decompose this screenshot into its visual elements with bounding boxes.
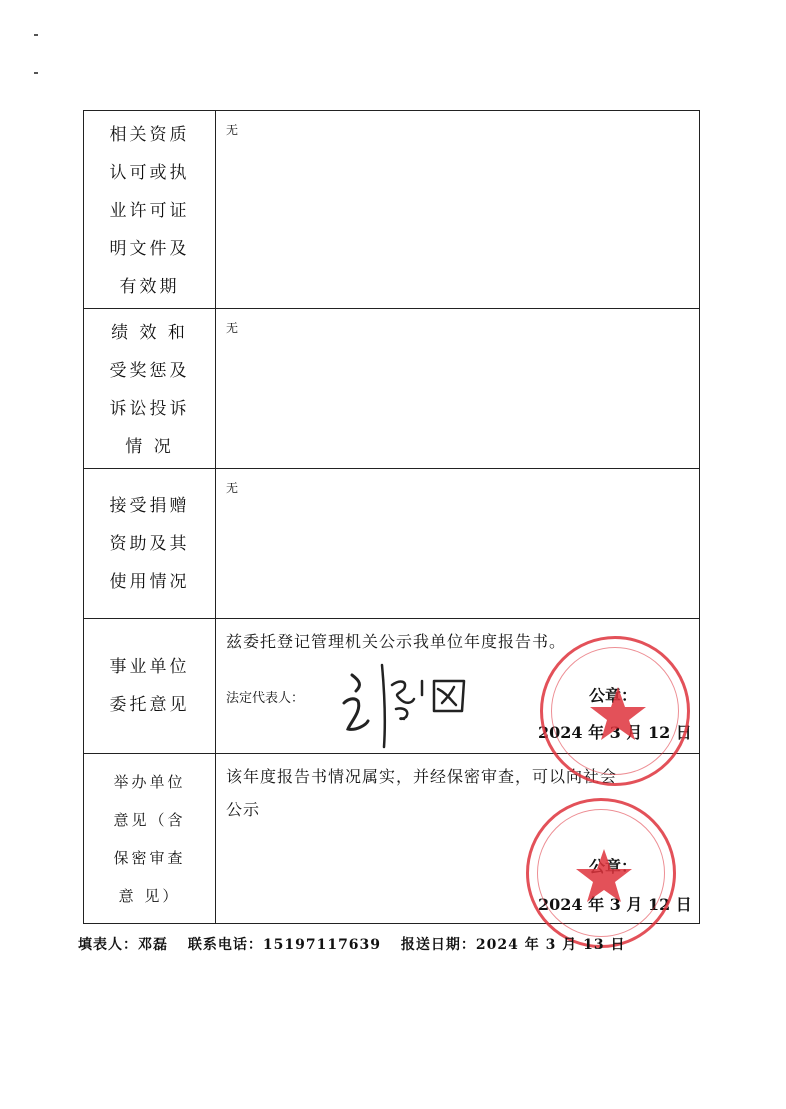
value-performance: 无: [216, 309, 700, 469]
sponsor-seal-label: 公章：: [589, 857, 638, 876]
sponsor-text-line1: 该年度报告书情况属实，并经保密审查，可以向社会: [226, 767, 618, 786]
value-qualification: 无: [216, 111, 700, 309]
filler-name: 填表人：邓磊: [78, 937, 168, 953]
value-donation: 无: [216, 469, 700, 619]
label-sponsor: 举办单位 意见（含 保密审查 意 见）: [84, 754, 216, 924]
star-icon: [529, 801, 679, 951]
legal-rep-label: 法定代表人：: [226, 691, 305, 706]
entrust-date: 2024 年 3 月 12 日: [538, 723, 692, 742]
label-donation: 接受捐赠 资助及其 使用情况: [84, 469, 216, 619]
label-qualification: 相关资质 认可或执 业许可证 明文件及 有效期: [84, 111, 216, 309]
label-entrust: 事业单位 委托意见: [84, 619, 216, 754]
entrust-seal-label: 公章：: [589, 686, 638, 705]
official-seal-lower: [526, 798, 676, 948]
star-icon: [543, 639, 693, 789]
official-seal-upper: [540, 636, 690, 786]
row-qualification: [84, 111, 700, 309]
margin-mark: [34, 34, 38, 36]
sponsor-date: 2024 年 3 月 12 日: [538, 895, 692, 914]
sponsor-text-line2: 公示: [226, 800, 261, 819]
report-date: 报送日期：2024 年 3 月 13 日: [400, 937, 626, 953]
contact-phone: 联系电话：15197117639: [187, 937, 382, 953]
footer-info: [78, 934, 639, 954]
margin-mark: [34, 72, 38, 74]
handwritten-signature: [338, 659, 478, 749]
row-performance: [84, 309, 700, 469]
label-performance: 绩 效 和 受奖惩及 诉讼投诉 情 况: [84, 309, 216, 469]
entrust-text: 兹委托登记管理机关公示我单位年度报告书。: [226, 632, 567, 651]
row-donation: [84, 469, 700, 619]
